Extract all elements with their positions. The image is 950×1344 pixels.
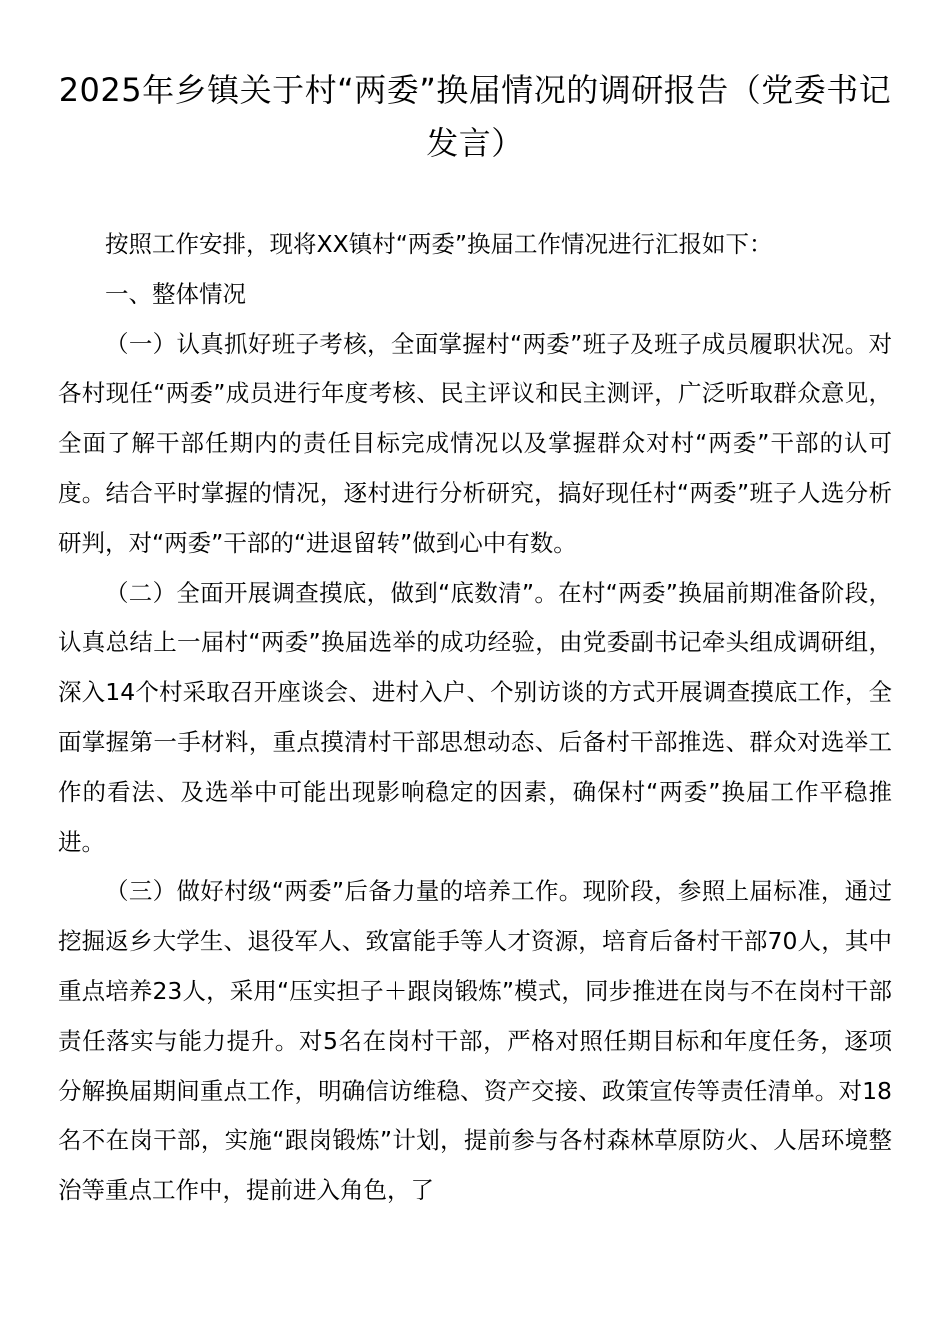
document-title: 2025年乡镇关于村“两委”换届情况的调研报告（党委书记发言） (58, 71, 892, 162)
document-body (58, 220, 892, 1216)
paragraph-item-1: （一）认真抓好班子考核，全面掌握村“两委”班子及班子成员履职状况。对各村现任“两委”成员进行年度考核、民主评议和民主测评，广泛听取群众意见，全面了解干部任期内的责任目标完成情况以及掌握群众对村“两委”干部的认可度。结合平时掌握的情况，逐村进行分析研究，搞好现任村“两委”班子人选分析研判，对“两委”干部的“进退留转”做到心中有数。 (58, 329, 892, 557)
paragraph-item-3: （三）做好村级“两委”后备力量的培养工作。现阶段，参照上届标准，通过挖掘返乡大学生、退役军人、致富能手等人才资源，培育后备村干部70人，其中重点培养23人，采用“压实担子＋跟岗锻炼”模式，同步推进在岗与不在岗村干部责任落实与能力提升。对5名在岗村干部，严格对照任期目标和年度任务，逐项分解换届期间重点工作，明确信访维稳、资产交接、政策宣传等责任清单。对18名不在岗干部，实施“跟岗锻炼”计划，提前参与各村森林草原防火、人居环境整治等重点工作中，提前进入角色，了 (58, 877, 892, 1205)
paragraph-item-2: （二）全面开展调查摸底，做到“底数清”。在村“两委”换届前期准备阶段，认真总结上一届村“两委”换届选举的成功经验，由党委副书记牵头组成调研组，深入14个村采取召开座谈会、进村入户、个别访谈的方式开展调查摸底工作，全面掌握第一手材料，重点摸清村干部思想动态、后备村干部推选、群众对选举工作的看法、及选举中可能出现影响稳定的因素，确保村“两委”换届工作平稳推进。 (58, 578, 892, 856)
section-heading-overall: 一、整体情况 (105, 279, 246, 308)
paragraph-intro: 按照工作安排，现将XX镇村“两委”换届工作情况进行汇报如下： (105, 230, 773, 258)
